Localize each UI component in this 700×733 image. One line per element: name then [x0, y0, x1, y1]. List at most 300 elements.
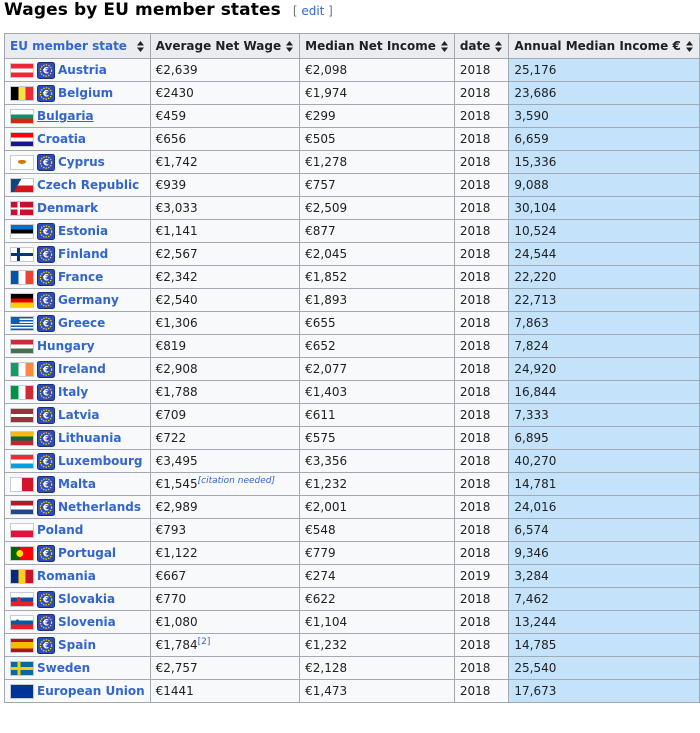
country-link[interactable]: Slovenia [58, 615, 116, 629]
avg-wage-value: €1,122 [155, 546, 198, 560]
cell-state [5, 358, 151, 381]
de-flag-icon [10, 293, 34, 308]
cell-median-income [300, 404, 455, 427]
median-income-value: €611 [305, 408, 336, 422]
country-link[interactable]: Belgium [58, 86, 114, 100]
table-row [5, 565, 700, 588]
annual-median-value: 24,920 [514, 362, 557, 376]
svg-text:€: € [43, 227, 49, 238]
date-value: 2018 [459, 454, 491, 468]
cell-annual-median [509, 381, 699, 404]
cell-date [454, 243, 509, 266]
cell-date [454, 151, 509, 174]
avg-wage-value: €2,757 [155, 661, 198, 675]
cell-annual-median [509, 588, 699, 611]
avg-wage-value: €667 [155, 569, 187, 583]
median-income-value: €877 [305, 224, 336, 238]
sort-icon [286, 41, 293, 52]
cell-annual-median [509, 289, 699, 312]
country-link[interactable]: Netherlands [58, 500, 142, 514]
cell-avg-wage [150, 611, 299, 634]
avg-wage-value: €2,908 [155, 362, 198, 376]
table-row [5, 289, 700, 312]
date-value: 2018 [459, 523, 491, 537]
pt-flag-icon [10, 546, 34, 561]
median-income-value: €2,509 [305, 201, 348, 215]
euro-icon [37, 430, 55, 447]
date-value: 2018 [459, 155, 491, 169]
median-income-value: €2,128 [305, 661, 348, 675]
annual-median-value: 3,284 [514, 569, 549, 583]
country-link[interactable]: Bulgaria [37, 109, 94, 123]
euro-icon [37, 361, 55, 378]
country-link[interactable]: Finland [58, 247, 109, 261]
table-row [5, 473, 700, 496]
euro-icon [37, 407, 55, 424]
column-header-label: Average Net Wage [155, 39, 282, 53]
table-row [5, 680, 700, 703]
annual-median-value: 17,673 [514, 684, 557, 698]
euro-icon [37, 223, 55, 240]
table-body [5, 59, 700, 703]
annual-median-value: 25,176 [514, 63, 557, 77]
avg-wage-value: €1441 [155, 684, 194, 698]
cell-median-income [300, 588, 455, 611]
country-link[interactable]: Austria [58, 63, 107, 77]
annual-median-value: 7,863 [514, 316, 549, 330]
cell-median-income [300, 128, 455, 151]
cell-avg-wage [150, 289, 299, 312]
svg-text:€: € [43, 388, 49, 399]
annual-median-value: 23,686 [514, 86, 557, 100]
country-link[interactable]: Denmark [37, 201, 99, 215]
annual-median-value: 15,336 [514, 155, 557, 169]
date-value: 2018 [459, 546, 491, 560]
be-flag-icon [10, 86, 34, 101]
column-header-annual-median[interactable] [509, 34, 699, 59]
cell-median-income [300, 519, 455, 542]
cell-median-income [300, 611, 455, 634]
date-value: 2018 [459, 86, 491, 100]
table-row [5, 243, 700, 266]
es-flag-icon [10, 638, 34, 653]
eu-flag-icon [10, 684, 34, 699]
country-link[interactable]: Croatia [37, 132, 87, 146]
cell-median-income [300, 220, 455, 243]
date-value: 2018 [459, 63, 491, 77]
avg-wage-value: €819 [155, 339, 187, 353]
edit-link[interactable]: edit [301, 4, 325, 18]
cell-date [454, 82, 509, 105]
annual-median-value: 7,333 [514, 408, 549, 422]
cell-date [454, 450, 509, 473]
cell-annual-median [509, 427, 699, 450]
cell-median-income [300, 289, 455, 312]
svg-text:€: € [43, 273, 49, 284]
cell-avg-wage [150, 358, 299, 381]
cell-state [5, 565, 151, 588]
euro-icon [37, 85, 55, 102]
wages-table [4, 33, 700, 703]
cell-annual-median [509, 266, 699, 289]
cell-state [5, 105, 151, 128]
footnote-link[interactable]: [citation needed] [197, 476, 275, 486]
si-flag-icon [10, 615, 34, 630]
annual-median-value: 3,590 [514, 109, 549, 123]
country-link[interactable]: Germany [58, 293, 119, 307]
annual-median-value: 6,659 [514, 132, 549, 146]
date-value: 2018 [459, 431, 491, 445]
country-link[interactable]: Malta [58, 477, 96, 491]
country-link[interactable]: France [58, 270, 104, 284]
table-row [5, 519, 700, 542]
date-value: 2018 [459, 339, 491, 353]
svg-text:€: € [43, 250, 49, 261]
cell-state [5, 427, 151, 450]
cell-date [454, 358, 509, 381]
date-value: 2018 [459, 201, 491, 215]
date-value: 2018 [459, 408, 491, 422]
column-header-avg-wage[interactable] [150, 34, 299, 59]
column-header-label: Median Net Income [305, 39, 436, 53]
cell-avg-wage [150, 427, 299, 450]
cell-date [454, 289, 509, 312]
svg-text:€: € [43, 411, 49, 422]
annual-median-value: 25,540 [514, 661, 557, 675]
cell-median-income [300, 151, 455, 174]
cell-annual-median [509, 59, 699, 82]
column-header-label: EU member state [10, 39, 127, 53]
cell-annual-median [509, 496, 699, 519]
cell-avg-wage [150, 197, 299, 220]
ro-flag-icon [10, 569, 34, 584]
avg-wage-value: €2430 [155, 86, 194, 100]
median-income-value: €1,893 [305, 293, 348, 307]
cell-avg-wage [150, 381, 299, 404]
table-row [5, 381, 700, 404]
table-row [5, 450, 700, 473]
cell-avg-wage [150, 266, 299, 289]
cell-avg-wage [150, 174, 299, 197]
euro-icon [37, 614, 55, 631]
cell-date [454, 519, 509, 542]
lt-flag-icon [10, 431, 34, 446]
svg-text:€: € [43, 480, 49, 491]
cell-median-income [300, 59, 455, 82]
pl-flag-icon [10, 523, 34, 538]
cell-date [454, 542, 509, 565]
median-income-value: €655 [305, 316, 336, 330]
cell-annual-median [509, 657, 699, 680]
median-income-value: €652 [305, 339, 336, 353]
svg-text:€: € [43, 158, 49, 169]
country-link[interactable]: Portugal [58, 546, 117, 560]
annual-median-value: 30,104 [514, 201, 557, 215]
date-value: 2018 [459, 178, 491, 192]
gr-flag-icon [10, 316, 34, 331]
sort-icon [441, 41, 448, 52]
cell-state [5, 59, 151, 82]
table-row [5, 59, 700, 82]
cell-median-income [300, 243, 455, 266]
svg-text:€: € [43, 618, 49, 629]
country-link[interactable]: Greece [58, 316, 106, 330]
cell-date [454, 220, 509, 243]
euro-icon [37, 499, 55, 516]
avg-wage-value: €3,033 [155, 201, 198, 215]
avg-wage-value: €2,540 [155, 293, 198, 307]
column-header-label: Annual Median Income € [514, 39, 681, 53]
fr-flag-icon [10, 270, 34, 285]
median-income-value: €274 [305, 569, 336, 583]
cell-median-income [300, 105, 455, 128]
avg-wage-value: €1,784 [155, 638, 198, 652]
cell-annual-median [509, 358, 699, 381]
date-value: 2018 [459, 362, 491, 376]
cell-state [5, 220, 151, 243]
annual-median-value: 7,462 [514, 592, 549, 606]
country-link[interactable]: Poland [37, 523, 84, 537]
cell-median-income [300, 680, 455, 703]
table-row [5, 588, 700, 611]
cell-annual-median [509, 82, 699, 105]
date-value: 2018 [459, 684, 491, 698]
avg-wage-value: €459 [155, 109, 187, 123]
avg-wage-value: €2,639 [155, 63, 198, 77]
svg-text:€: € [43, 641, 49, 652]
cell-avg-wage [150, 312, 299, 335]
median-income-value: €1,473 [305, 684, 348, 698]
se-flag-icon [10, 661, 34, 676]
median-income-value: €3,356 [305, 454, 348, 468]
country-link[interactable]: Spain [58, 638, 96, 652]
column-header-median-income[interactable] [300, 34, 455, 59]
lu-flag-icon [10, 454, 34, 469]
cell-avg-wage [150, 82, 299, 105]
avg-wage-value: €1,080 [155, 615, 198, 629]
table-row [5, 657, 700, 680]
annual-median-value: 16,844 [514, 385, 557, 399]
median-income-value: €1,278 [305, 155, 348, 169]
avg-wage-value: €1,788 [155, 385, 198, 399]
avg-wage-value: €1,306 [155, 316, 198, 330]
median-income-value: €1,974 [305, 86, 348, 100]
median-income-value: €2,045 [305, 247, 348, 261]
fi-flag-icon [10, 247, 34, 262]
avg-wage-value: €793 [155, 523, 187, 537]
table-row [5, 174, 700, 197]
cell-avg-wage [150, 588, 299, 611]
cell-annual-median [509, 220, 699, 243]
table-row [5, 220, 700, 243]
avg-wage-value: €2,567 [155, 247, 198, 261]
svg-text:€: € [43, 595, 49, 606]
date-value: 2018 [459, 316, 491, 330]
avg-wage-value: €3,495 [155, 454, 198, 468]
country-link[interactable]: Cyprus [58, 155, 105, 169]
annual-median-value: 9,346 [514, 546, 549, 560]
column-header-date[interactable] [454, 34, 509, 59]
cell-state [5, 312, 151, 335]
footnote-link[interactable]: [2] [197, 637, 211, 647]
date-value: 2018 [459, 592, 491, 606]
cell-annual-median [509, 634, 699, 657]
cell-avg-wage [150, 220, 299, 243]
cell-state [5, 381, 151, 404]
median-income-value: €299 [305, 109, 336, 123]
sort-icon [686, 41, 693, 52]
cell-annual-median [509, 611, 699, 634]
cell-annual-median [509, 473, 699, 496]
cell-avg-wage [150, 335, 299, 358]
cell-median-income [300, 565, 455, 588]
hu-flag-icon [10, 339, 34, 354]
cell-median-income [300, 427, 455, 450]
annual-median-value: 22,220 [514, 270, 557, 284]
table-row [5, 404, 700, 427]
country-link[interactable]: Latvia [58, 408, 100, 422]
median-income-value: €2,001 [305, 500, 348, 514]
cell-avg-wage [150, 496, 299, 519]
euro-icon [37, 384, 55, 401]
section-title: Wages by EU member states [4, 0, 281, 20]
edit-section: [ edit ] [292, 4, 333, 18]
cell-annual-median [509, 151, 699, 174]
median-income-value: €622 [305, 592, 336, 606]
country-link[interactable]: Hungary [37, 339, 95, 353]
annual-median-value: 14,781 [514, 477, 557, 491]
ee-flag-icon [10, 224, 34, 239]
cell-date [454, 404, 509, 427]
svg-text:€: € [43, 66, 49, 77]
cell-date [454, 427, 509, 450]
sk-flag-icon [10, 592, 34, 607]
date-value: 2018 [459, 500, 491, 514]
euro-icon [37, 292, 55, 309]
avg-wage-value: €709 [155, 408, 187, 422]
cell-median-income [300, 266, 455, 289]
section-heading [4, 0, 333, 26]
country-link[interactable]: Slovakia [58, 592, 116, 606]
cell-annual-median [509, 680, 699, 703]
country-link[interactable]: Luxembourg [58, 454, 143, 468]
cell-median-income [300, 197, 455, 220]
cell-state [5, 657, 151, 680]
column-header-state[interactable] [5, 34, 151, 59]
table-row [5, 542, 700, 565]
country-link[interactable]: Estonia [58, 224, 109, 238]
cell-avg-wage [150, 59, 299, 82]
cell-median-income [300, 358, 455, 381]
lv-flag-icon [10, 408, 34, 423]
cell-state [5, 542, 151, 565]
cell-avg-wage [150, 128, 299, 151]
table-row [5, 611, 700, 634]
svg-text:€: € [43, 434, 49, 445]
cell-avg-wage [150, 680, 299, 703]
cy-flag-icon [10, 155, 34, 170]
cell-date [454, 611, 509, 634]
cell-state [5, 266, 151, 289]
cell-avg-wage [150, 404, 299, 427]
date-value: 2018 [459, 224, 491, 238]
nl-flag-icon [10, 500, 34, 515]
cell-date [454, 335, 509, 358]
date-value: 2018 [459, 615, 491, 629]
cell-median-income [300, 335, 455, 358]
country-link[interactable]: Lithuania [58, 431, 122, 445]
cell-date [454, 312, 509, 335]
cell-avg-wage [150, 657, 299, 680]
cell-state [5, 404, 151, 427]
country-link[interactable]: Italy [58, 385, 89, 399]
cell-state [5, 680, 151, 703]
country-link[interactable]: Romania [37, 569, 96, 583]
mt-flag-icon [10, 477, 34, 492]
euro-icon [37, 154, 55, 171]
country-link[interactable]: Sweden [37, 661, 91, 675]
it-flag-icon [10, 385, 34, 400]
cell-avg-wage [150, 519, 299, 542]
median-income-value: €779 [305, 546, 336, 560]
country-link[interactable]: European Union [37, 684, 145, 698]
cell-state [5, 174, 151, 197]
euro-icon [37, 476, 55, 493]
euro-icon [37, 269, 55, 286]
cell-avg-wage [150, 105, 299, 128]
country-link[interactable]: Ireland [58, 362, 106, 376]
cell-state [5, 128, 151, 151]
cell-avg-wage [150, 243, 299, 266]
annual-median-value: 9,088 [514, 178, 549, 192]
table-row [5, 197, 700, 220]
euro-icon [37, 545, 55, 562]
euro-icon [37, 637, 55, 654]
cell-median-income [300, 82, 455, 105]
annual-median-value: 40,270 [514, 454, 557, 468]
annual-median-value: 14,785 [514, 638, 557, 652]
date-value: 2018 [459, 477, 491, 491]
cell-median-income [300, 174, 455, 197]
country-link[interactable]: Czech Republic [37, 178, 140, 192]
svg-text:€: € [43, 319, 49, 330]
cell-annual-median [509, 404, 699, 427]
cell-date [454, 197, 509, 220]
cell-state [5, 197, 151, 220]
cell-state [5, 473, 151, 496]
cell-annual-median [509, 105, 699, 128]
annual-median-value: 13,244 [514, 615, 557, 629]
cell-date [454, 381, 509, 404]
cell-avg-wage [150, 450, 299, 473]
cell-median-income [300, 542, 455, 565]
avg-wage-value: €2,989 [155, 500, 198, 514]
date-value: 2018 [459, 661, 491, 675]
cell-annual-median [509, 335, 699, 358]
table-row [5, 634, 700, 657]
cell-state [5, 450, 151, 473]
date-value: 2019 [459, 569, 491, 583]
annual-median-value: 10,524 [514, 224, 557, 238]
euro-icon [37, 62, 55, 79]
cell-state [5, 634, 151, 657]
svg-text:€: € [43, 296, 49, 307]
cz-flag-icon [10, 178, 34, 193]
bg-flag-icon [10, 109, 34, 124]
euro-icon [37, 315, 55, 332]
date-value: 2018 [459, 270, 491, 284]
table-row [5, 105, 700, 128]
